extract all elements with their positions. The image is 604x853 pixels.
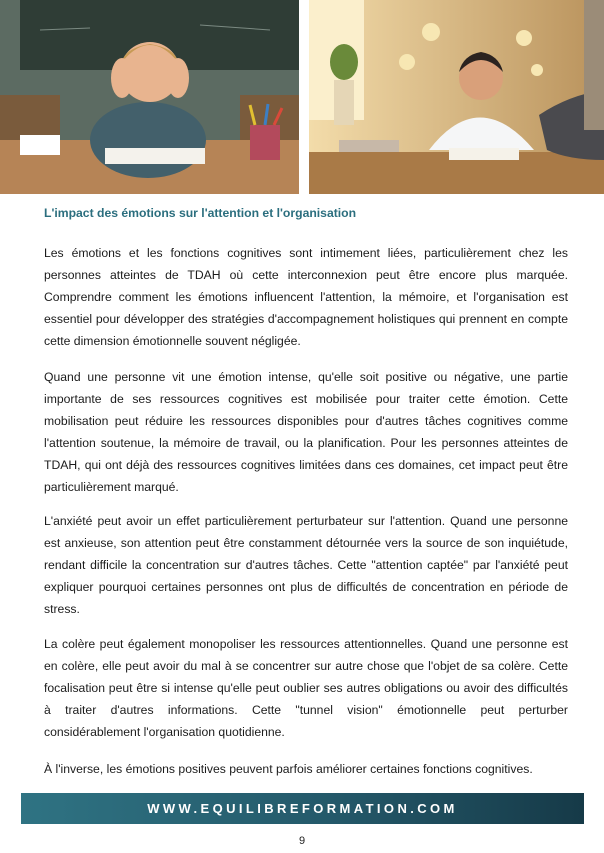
- paragraph: La colère peut également monopoliser les ressources attentionnelles. Quand une personne est en colère, elle peut avoir du mal à se concentrer sur autre chose que l'objet de sa colère. Cette focalisation peut être si intense qu'elle peut oublier ses autres obligations ou avoir des difficultés à traiter d'autres informations. Cette "tunnel vision" émotionnelle peut perturber considérablement l'organisation quotidienne.: [44, 637, 568, 740]
- paragraph: À l'inverse, les émotions positives peuvent parfois améliorer certaines fonctions cognitives.: [44, 762, 533, 776]
- smiling-child-photo: [309, 0, 604, 194]
- section-heading: L'impact des émotions sur l'attention et l'organisation: [44, 206, 357, 220]
- paragraph: Les émotions et les fonctions cognitives sont intimement liées, particulièrement chez les personnes atteintes de TDAH où cette interconnexion peut être encore plus marquée. Comprendre comment les émotions influencent l'attention, la mémoire, et l'organisation est essentiel pour développer des stratégies d'accompagnement holistiques qui prennent en compte cette dimension émotionnelle souvent négligée.: [44, 246, 568, 349]
- stressed-child-photo: [0, 0, 299, 194]
- website-link[interactable]: WWW.EQUILIBREFORMATION.COM: [147, 801, 458, 816]
- page-number: 9: [298, 835, 306, 847]
- website-banner: [21, 793, 584, 824]
- paragraph: Quand une personne vit une émotion intense, qu'elle soit positive ou négative, une partie importante de ses ressources cognitives est mobilisée pour traiter cette émotion. Cette mobilisation peut réduire les ressources disponibles pour d'autres tâches cognitives comme l'attention soutenue, la mémoire de travail, ou la planification. Pour les personnes atteintes de TDAH, qui ont déjà des ressources cognitives limitées dans ces domaines, cet impact peut être particulièrement marqué.: [44, 370, 568, 495]
- paragraph: L'anxiété peut avoir un effet particulièrement perturbateur sur l'attention. Quand une personne est anxieuse, son attention peut être constamment détournée vers la source de son inquiétude, rendant difficile la concentration sur d'autres tâches. Cette "attention captée" par l'anxiété peut expliquer pourquoi certaines personnes ont plus de difficultés de concentration en période de stress.: [44, 514, 568, 617]
